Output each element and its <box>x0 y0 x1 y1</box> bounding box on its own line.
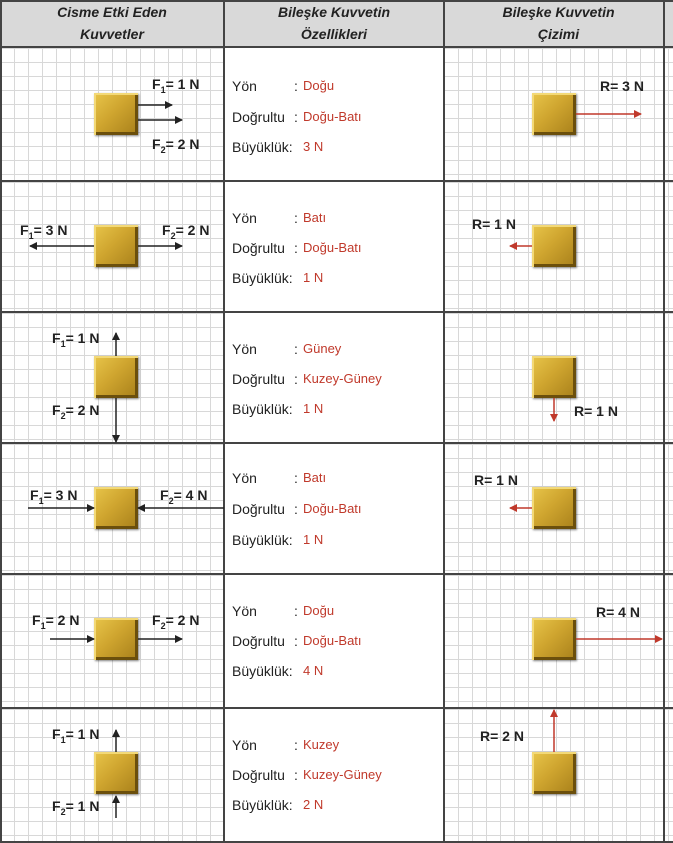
row3-line: Doğrultu : Kuzey-Güney <box>232 371 382 387</box>
row2-f1-label: $F_1= 3$ N <box>20 222 68 241</box>
row2-f2-label: $F_2= 2$ N <box>162 222 210 241</box>
row2-direction-value: Batı <box>303 210 327 225</box>
row5-resultant-label: R= 4 N <box>596 604 640 620</box>
row6-f2-label: $F_2= 1$ N <box>52 798 100 817</box>
row3-line-value: Kuzey-Güney <box>303 371 382 386</box>
row2-magnitude-value: 1 N <box>303 270 324 285</box>
row2-line-value: Doğu-Batı <box>303 240 362 255</box>
row5-line-value: Doğu-Batı <box>303 633 362 648</box>
row6-resultant-label: R= 2 N <box>480 728 524 744</box>
row4-direction-value: Batı <box>303 470 327 485</box>
row5-direction-value: Doğu <box>303 603 335 618</box>
row3-f2-label: $F_2= 2$ N <box>52 402 100 421</box>
row1-line: Doğrultu : Doğu-Batı <box>232 109 362 125</box>
row5-magnitude-value: 4 N <box>303 663 324 678</box>
row6-direction: Yön : Kuzey <box>232 737 340 753</box>
row5-direction: Yön : Doğu <box>232 603 335 619</box>
row1-magnitude: Büyüklük: 3 N <box>232 139 324 155</box>
row5-f1-label: $F_1= 2$ N <box>32 612 80 631</box>
row1-line-value: Doğu-Batı <box>303 109 362 124</box>
row1-f2-label: $F_2= 2$ N <box>152 136 200 155</box>
row4-magnitude: Büyüklük: 1 N <box>232 532 324 548</box>
header-col3-line2: Çizimi <box>537 26 580 42</box>
row3-resultant-label: R= 1 N <box>574 403 618 419</box>
row6-f1-label: $F_1= 1$ N <box>52 726 100 745</box>
row4-line: Doğrultu : Doğu-Batı <box>232 501 362 517</box>
row3-magnitude: Büyüklük: 1 N <box>232 401 324 417</box>
row3-f1-label: $F_1= 1$ N <box>52 330 100 349</box>
row2-line: Doğrultu : Doğu-Batı <box>232 240 362 256</box>
row4-resultant-label: R= 1 N <box>474 472 518 488</box>
row4-f1-label: $F_1= 3$ N <box>30 487 78 506</box>
row3-direction: Yön : Güney <box>232 341 342 357</box>
row6-line: Doğrultu : Kuzey-Güney <box>232 767 382 783</box>
row3-direction-value: Güney <box>303 341 342 356</box>
header-col1-line2: Kuvvetler <box>80 26 144 42</box>
row1-magnitude-value: 3 N <box>303 139 324 154</box>
row5-magnitude: Büyüklük: 4 N <box>232 663 324 679</box>
row4-direction: Yön : Batı <box>232 470 327 486</box>
row1-resultant-label: R= 3 N <box>600 78 644 94</box>
row1-direction-value: Doğu <box>303 78 335 93</box>
header-col1-line1: Cisme Etki Eden <box>57 4 167 20</box>
row6-line-value: Kuzey-Güney <box>303 767 382 782</box>
row6-magnitude: Büyüklük: 2 N <box>232 797 324 813</box>
header-col2-line1: Bileşke Kuvvetin <box>277 4 391 20</box>
row5-f2-label: $F_2= 2$ N <box>152 612 200 631</box>
header-col2-line2: Özellikleri <box>300 26 368 42</box>
row2-magnitude: Büyüklük: 1 N <box>232 270 324 286</box>
row4-magnitude-value: 1 N <box>303 532 324 547</box>
row1-f1-label: $F_1= 1$ N <box>152 76 200 95</box>
row4-line-value: Doğu-Batı <box>303 501 362 516</box>
row6-magnitude-value: 2 N <box>303 797 324 812</box>
header-col3-line1: Bileşke Kuvvetin <box>502 4 615 20</box>
row1-direction: Yön : Doğu <box>232 78 335 94</box>
row2-direction: Yön : Batı <box>232 210 327 226</box>
row4-f2-label: $F_2= 4$ N <box>160 487 208 506</box>
row6-direction-value: Kuzey <box>303 737 340 752</box>
row2-resultant-label: R= 1 N <box>472 216 516 232</box>
row3-magnitude-value: 1 N <box>303 401 324 416</box>
row5-line: Doğrultu : Doğu-Batı <box>232 633 362 649</box>
